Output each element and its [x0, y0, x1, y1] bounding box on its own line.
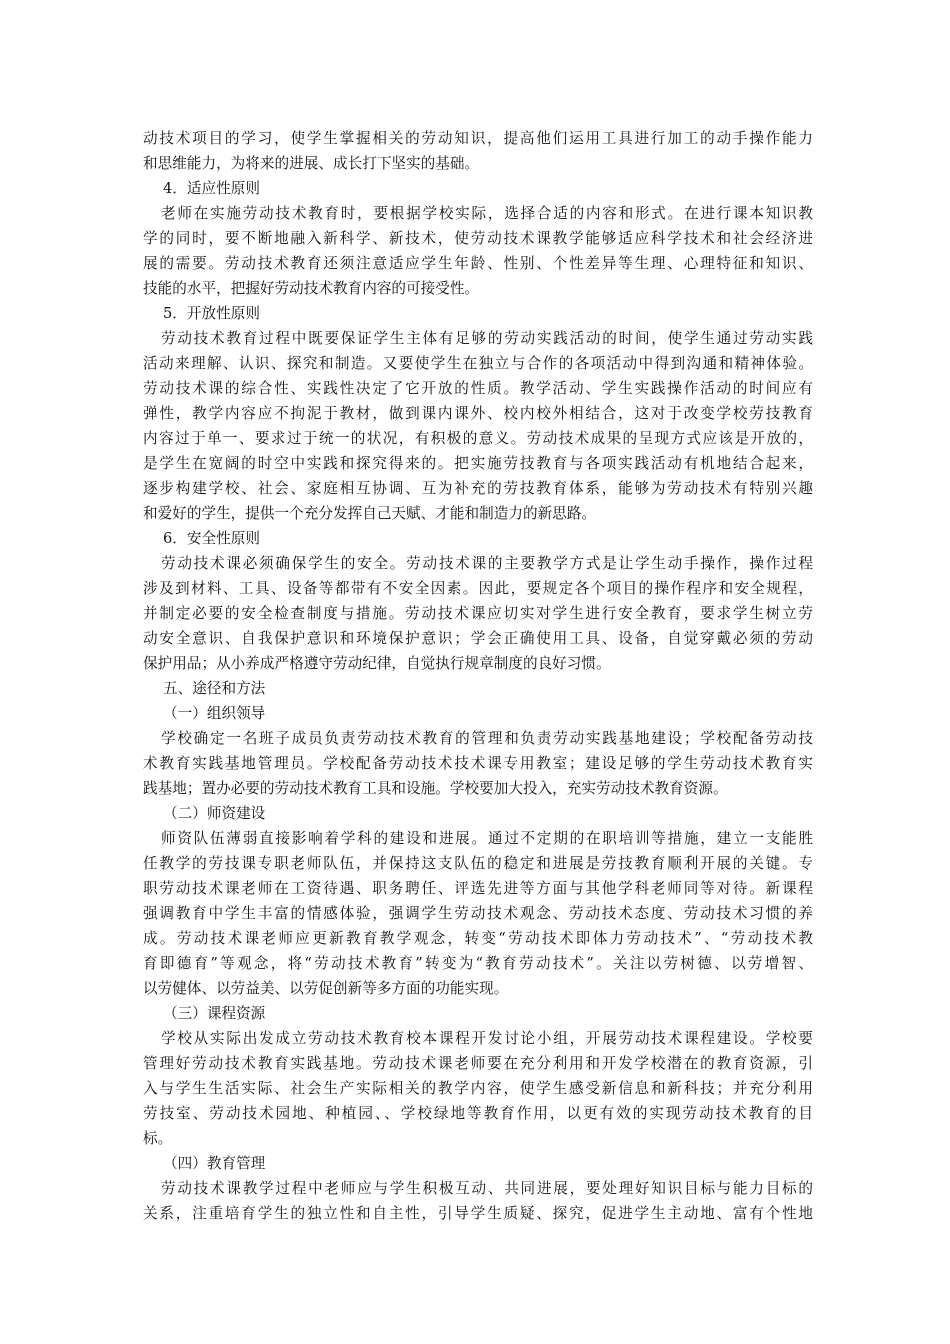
section-heading: 6．安全性原则	[163, 530, 260, 547]
paragraph-last-line: 保护用品；从小养成严格遵守劳动纪律，自觉执行规章制度的良好习惯。	[143, 655, 611, 672]
paragraph-line: 管理好劳动技术教育实践基地。劳动技术课老师要在充分利用和开发学校潜在的教育资源，引	[143, 1055, 813, 1072]
paragraph-line: 并制定必要的安全检查制度与措施。劳动技术课应切实对学生进行安全教育，要求学生树立劳	[143, 605, 813, 622]
section-heading: （四）教育管理	[163, 1155, 266, 1172]
paragraph-line: 劳动技术课的综合性、实践性决定了它开放的性质。教学活动、学生实践操作活动的时间应有	[143, 380, 813, 397]
paragraph-line: 动安全意识、自我保护意识和环境保护意识；学会正确使用工具、设备，自觉穿戴必须的劳动	[143, 630, 813, 647]
section-heading: 5．开放性原则	[163, 305, 260, 322]
paragraph-first-line: 学校确定一名班子成员负责劳动技术教育的管理和负责劳动实践基地建设；学校配备劳动技	[161, 730, 813, 747]
paragraph-line: 弹性，教学内容应不拘泥于教材，做到课内课外、校内校外相结合，这对于改变学校劳技教育	[143, 405, 813, 422]
paragraph-line: 育即德育”等观念，将“劳动技术教育”转变为“教育劳动技术”。关注以劳树德、以劳增智、	[143, 955, 813, 972]
paragraph-first-line: 劳动技术教育过程中既要保证学生主体有足够的劳动实践活动的时间，使学生通过劳动实践	[161, 330, 813, 347]
paragraph-line: 职劳动技术课老师在工资待遇、职务聘任、评选先进等方面与其他学科老师同等对待。新课程	[143, 880, 813, 897]
paragraph-line: 动技术项目的学习，使学生掌握相关的劳动知识，提高他们运用工具进行加工的动手操作能力	[143, 130, 813, 147]
paragraph-last-line: 标。	[143, 1130, 173, 1147]
paragraph-line: 强调教育中学生丰富的情感体验，强调学生劳动技术观念、劳动技术态度、劳动技术习惯的养	[143, 905, 813, 922]
document-page	[143, 126, 813, 1226]
paragraph-last-line: 以劳健体、以劳益美、以劳促创新等多方面的功能实现。	[143, 980, 509, 997]
paragraph-first-line: 劳动技术课必须确保学生的安全。劳动技术课的主要教学方式是让学生动手操作，操作过程	[161, 555, 813, 572]
paragraph-line: 学的同时，要不断地融入新科学、新技术，使劳动技术课教学能够适应科学技术和社会经济进	[143, 230, 813, 247]
section-heading: （二）师资建设	[163, 805, 266, 822]
paragraph-first-line: 老师在实施劳动技术教育时，要根据学校实际，选择合适的内容和形式。在进行课本知识教	[161, 205, 813, 222]
paragraph-line: 是学生在宽阔的时空中实践和探究得来的。把实施劳技教育与各项实践活动有机地结合起来，	[143, 455, 813, 472]
paragraph-first-line: 劳动技术课教学过程中老师应与学生积极互动、共同进展，要处理好知识目标与能力目标的	[161, 1180, 813, 1197]
paragraph-first-line: 师资队伍薄弱直接影响着学科的建设和进展。通过不定期的在职培训等措施，建立一支能胜	[161, 830, 813, 847]
paragraph-line: 成。劳动技术课老师应更新教育教学观念，转变“劳动技术即体力劳动技术”、“劳动技术教	[143, 930, 813, 947]
paragraph-last-line: 践基地；置办必要的劳动技术教育工具和设施。学校要加大投入，充实劳动技术教育资源。	[143, 780, 728, 797]
paragraph-line: 劳技室、劳动技术园地、种植园、、学校绿地等教育作用，以更有效的实现劳动技术教育的目	[143, 1105, 813, 1122]
paragraph-line: 活动来理解、认识、探究和制造。又要使学生在独立与合作的各项活动中得到沟通和精神体验。	[143, 355, 813, 372]
paragraph-line: 涉及到材料、工具、设备等都带有不安全因素。因此，要规定各个项目的操作程序和安全规程，	[143, 580, 813, 597]
paragraph-line: 逐步构建学校、社会、家庭相互协调、互为补充的劳技教育体系，能够为劳动技术有特别兴趣	[143, 480, 813, 497]
paragraph-last-line: 技能的水平，把握好劳动技术教育内容的可接受性。	[143, 280, 480, 297]
paragraph-first-line: 学校从实际出发成立劳动技术教育校本课程开发讨论小组，开展劳动技术课程建设。学校要	[161, 1030, 813, 1047]
paragraph-line: 入与学生生活实际、社会生产实际相关的教学内容，使学生感受新信息和新科技；并充分利用	[143, 1080, 813, 1097]
section-heading: 4．适应性原则	[163, 180, 260, 197]
section-heading: （三）课程资源	[163, 1005, 266, 1022]
paragraph-line: 术教育实践基地管理员。学校配备劳动技术技术课专用教室；建设足够的学生劳动技术教育实	[143, 755, 813, 772]
paragraph-last-line: 和思维能力，为将来的进展、成长打下坚实的基础。	[143, 155, 480, 172]
paragraph-line: 任教学的劳技课专职老师队伍，并保持这支队伍的稳定和进展是劳技教育顺利开展的关键。专	[143, 855, 813, 872]
paragraph-line: 内容过于单一、要求过于统一的状况，有积极的意义。劳动技术成果的呈现方式应该是开放的，	[143, 430, 813, 447]
paragraph-line: 展的需要。劳动技术教育还须注意适应学生年龄、性别、个性差异等生理、心理特征和知识、	[143, 255, 813, 272]
section-heading: （一）组织领导	[163, 705, 266, 722]
section-heading: 五、途径和方法	[163, 680, 266, 697]
paragraph-last-line: 和爱好的学生，提供一个充分发挥自己天赋、才能和制造力的新思路。	[143, 505, 597, 522]
paragraph-line: 关系，注重培育学生的独立性和自主性，引导学生质疑、探究，促进学生主动地、富有个性地	[143, 1205, 813, 1222]
